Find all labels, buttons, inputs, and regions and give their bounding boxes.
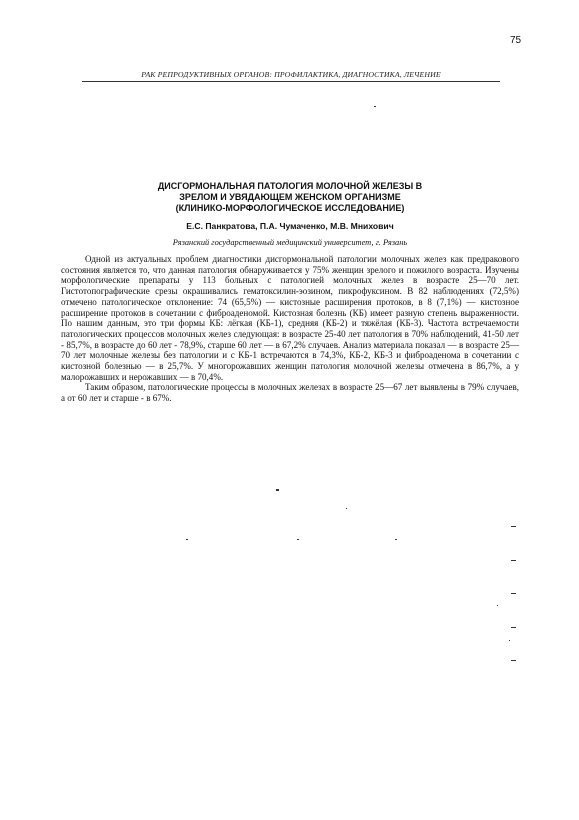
scan-speck xyxy=(511,526,516,527)
scan-speck xyxy=(509,640,510,641)
title-line: ДИСГОРМОНАЛЬНАЯ ПАТОЛОГИЯ МОЛОЧНОЙ ЖЕЛЕЗЫ В xyxy=(157,181,423,191)
running-header: РАК РЕПРОДУКТИВНЫХ ОРГАНОВ: ПРОФИЛАКТИКА, ДИАГНОСТИКА, ЛЕЧЕНИЕ xyxy=(141,70,441,79)
scan-speck xyxy=(497,605,498,606)
body-paragraph: Таким образом, патологические процессы в молочных железах в возрасте 25—67 лет выявлены в 79% случаев, а от 60 лет и старше - в 67%. xyxy=(61,382,519,404)
scan-speck xyxy=(395,539,397,540)
scan-speck xyxy=(511,660,516,661)
scan-speck xyxy=(511,627,516,628)
scan-speck xyxy=(346,508,347,509)
body-paragraph: Одной из актуальных проблем диагностики дисгормональной патологии молочных желез как предракового состояния является то, что данная патология обнаруживается у 75% женщин зрелого и пожилого возраста. Изучены морфологические препараты у 113 больных с патологией молочных желез в возрасте 25—70 лет. Гистотопографические срезы окрашивались гематоксилин-эозином, пикрофуксином. В 82 наблюдениях (72,5%) отмечено патологическое отклонение: 74 (65,5%) — кистозные расширения протоков, в 8 (7,1%) — кистозное расширение протоков в сочетании с фиброаденомой. Кистозная болезнь (КБ) имеет разную степень выраженности. По нашим данным, это три формы КБ: лёгкая (КБ-1), средняя (КБ-2) и тяжёлая (КБ-3). Частота встречаемости патологических процессов молочных желез следующая: в возрасте 25-40 лет патология в 70% наблюдений, 41-50 лет - 85,7%, в возрасте до 60 лет - 78,9%, старше 60 лет — в 67,2% случаев. Анализ материала показал — в возрасте 25—70 лет молочные железы без патологии и с КБ-1 встречаются в 74,3%, КБ-2, КБ-3 и фиброаденома в сочетании с кистозной болезнью — в 25,7%. У многорожавших женщин патология молочной железы отмечена в 86,7%, а у малорожавших и нерожавших — в 70,4%. xyxy=(61,254,519,382)
scan-speck xyxy=(297,539,299,540)
authors: Е.С. Панкратова, П.А. Чумаченко, М.В. Мнихович xyxy=(186,221,394,231)
article-title xyxy=(110,181,470,214)
scan-speck xyxy=(511,593,516,594)
article-body xyxy=(61,254,519,404)
scan-speck xyxy=(186,539,188,540)
page-number: 75 xyxy=(510,35,522,46)
title-line: (КЛИНИКО-МОРФОЛОГИЧЕСКОЕ ИССЛЕДОВАНИЕ) xyxy=(175,203,405,213)
scan-speck xyxy=(276,489,279,491)
header-rule xyxy=(82,81,500,82)
title-line: ЗРЕЛОМ И УВЯДАЮЩЕМ ЖЕНСКОМ ОРГАНИЗМЕ xyxy=(179,192,401,202)
affiliation: Рязанский государственный медицинский университет, г. Рязань xyxy=(172,238,408,247)
scan-speck xyxy=(374,106,376,107)
scan-speck xyxy=(511,560,516,561)
